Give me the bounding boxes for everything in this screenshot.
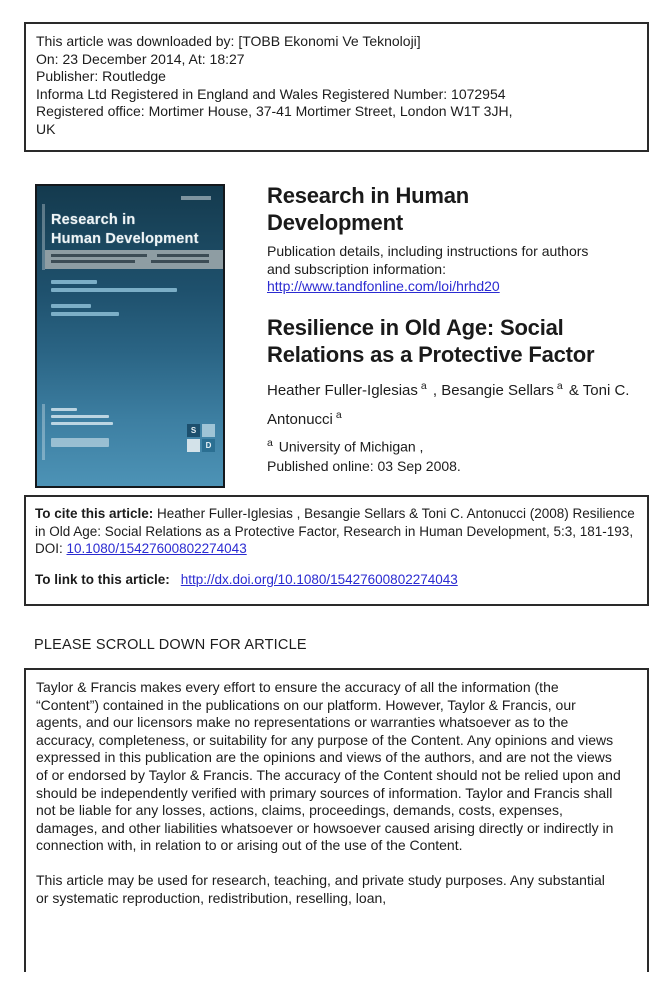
cover-special-issue-text-bar bbox=[51, 280, 97, 284]
cite-text: Heather Fuller-Iglesias , Besangie Sellars & Toni C. Antonucci (2008) Resilience in Old Age: Social Relations as a Protective Factor, Research in Human Development, 5:3, 181-193, DOI: bbox=[35, 506, 635, 556]
download-info-box bbox=[24, 22, 649, 152]
terms-disclaimer-box bbox=[24, 668, 649, 972]
cite-paragraph bbox=[35, 505, 641, 558]
cover-editors-text-bar bbox=[51, 408, 77, 411]
cover-special-issue-text-bar bbox=[51, 288, 177, 292]
cover-society-band bbox=[45, 250, 223, 269]
usage-paragraph: This article may be used for research, teaching, and private study purposes. Any substantial or systematic reproduction, redistribution, reselling, loan, bbox=[36, 871, 605, 906]
article-title: Resilience in Old Age: Social Relations as a Protective Factor bbox=[267, 315, 595, 367]
author-name: Heather Fuller-Iglesias bbox=[267, 382, 418, 399]
author-name: Besangie Sellars bbox=[441, 382, 554, 399]
psychology-press-logo bbox=[51, 438, 109, 447]
citation-box bbox=[24, 495, 649, 606]
cover-spine-text-bar bbox=[42, 404, 45, 460]
article-info bbox=[267, 314, 662, 476]
cover-guest-editor-text-bar bbox=[51, 312, 119, 316]
cover-issn-text-bar bbox=[181, 196, 211, 200]
cite-label: To cite this article: bbox=[35, 506, 154, 521]
journal-homepage-link[interactable]: http://www.tandfonline.com/loi/hrhd20 bbox=[267, 278, 500, 294]
sshd-society-logo: S D bbox=[187, 424, 215, 452]
download-info-line: Informa Ltd Registered in England and Wales Registered Number: 1072954 bbox=[36, 85, 506, 102]
download-info-line: On: 23 December 2014, At: 18:27 bbox=[36, 50, 245, 67]
cover-journal-title: Research in Human Development bbox=[51, 212, 199, 247]
cover-editors-text-bar bbox=[51, 422, 113, 425]
doi-link[interactable]: 10.1080/15427600802274043 bbox=[66, 541, 247, 556]
author-name: Toni C. Antonucci bbox=[267, 382, 630, 428]
link-paragraph bbox=[35, 571, 641, 589]
download-info-line: UK bbox=[36, 120, 56, 137]
download-info-line: Publisher: Routledge bbox=[36, 68, 166, 85]
dx-doi-link[interactable]: http://dx.doi.org/10.1080/15427600802274043 bbox=[180, 571, 458, 587]
download-info-line: This article was downloaded by: [TOBB Ekonomi Ve Teknoloji] bbox=[36, 33, 421, 49]
link-label: To link to this article: bbox=[35, 571, 170, 587]
cover-editors-text-bar bbox=[51, 415, 109, 418]
published-online-date: Published online: 03 Sep 2008. bbox=[267, 457, 461, 474]
disclaimer-paragraph: Taylor & Francis makes every effort to ensure the accuracy of all the information (the “Content”) contained in the publications on our platform. However, Taylor & Francis, our agents, and our licensors make no representations or warranties whatsoever as to the accuracy, completeness, or suitability for any purpose of the Content. Any opinions and views expressed in this publication are the opinions and views of the authors, and are not the views of or endorsed by Taylor & Francis. The accuracy of the Content should not be relied upon and should be independently verified with primary sources of information. Taylor and Francis shall not be liable for any losses, actions, claims, proceedings, demands, costs, expenses, damages, and other liabilities whatsoever or howsoever caused arising directly or indirectly in connection with, in relation to or arising out of the use of the Content. bbox=[36, 679, 621, 854]
download-info-line: Registered office: Mortimer House, 37-41 Mortimer Street, London W1T 3JH, bbox=[36, 103, 513, 120]
journal-publication-details: Publication details, including instructions for authors and subscription information: bbox=[267, 243, 589, 277]
journal-info bbox=[267, 182, 657, 296]
author-affiliation: $^a$ University of Michigan , bbox=[267, 437, 424, 455]
author-list: Heather Fuller-Iglesias $^a$ , Besangie Sellars $^a$ & Toni C. Antonucci $^a$ bbox=[267, 380, 630, 428]
journal-cover-image bbox=[35, 184, 225, 488]
scroll-down-notice: PLEASE SCROLL DOWN FOR ARTICLE bbox=[34, 637, 307, 653]
journal-title: Research in Human Development bbox=[267, 183, 470, 235]
cover-guest-editor-text-bar bbox=[51, 304, 91, 308]
